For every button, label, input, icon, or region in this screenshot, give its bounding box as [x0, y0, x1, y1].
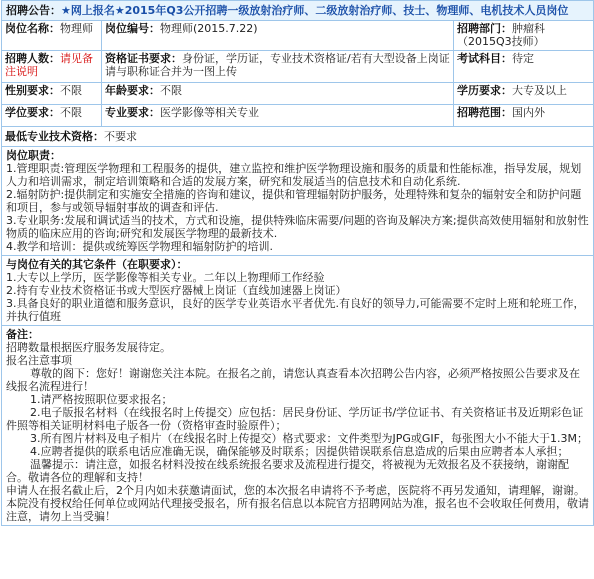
cert-cell: [102, 51, 454, 83]
remarks-intro: 招聘数量根据医疗服务发展待定。: [6, 341, 171, 354]
post-code-value: 物理师(2015.7.22): [160, 22, 258, 35]
row-conditions: [2, 256, 594, 326]
job-posting: [1, 0, 593, 526]
exam-label: 考试科目：: [457, 52, 512, 65]
cert-value: 身份证，学历证，专业技术资格证/若有大型设备上岗证请与职称证合并为一图上传: [105, 52, 450, 78]
post-name-value: 物理师: [60, 22, 93, 35]
exam-cell: [454, 51, 594, 83]
dept-value: 肿瘤科（2015Q3技师）: [457, 22, 545, 48]
post-name-label: 岗位名称：: [5, 22, 60, 35]
post-code-label: 岗位编号：: [105, 22, 160, 35]
gender-label: 性别要求：: [5, 84, 60, 97]
major-label: 专业要求：: [105, 106, 160, 119]
age-label: 年龄要求：: [105, 84, 160, 97]
degree-cell: [2, 105, 102, 127]
min-tech-label: 最低专业技术资格：: [5, 130, 104, 143]
duty-line: 4.教学和培训：提供或统筹医学物理和辐射防护的培训.: [6, 240, 273, 253]
condition-line: 1.大专以上学历，医学影像等相关专业。二年以上物理师工作经验: [6, 271, 325, 284]
degree-label: 学位要求：: [5, 106, 60, 119]
conditions-title: 与岗位有关的其它条件（在职要求）：: [6, 258, 188, 271]
duty-line: 3.专业职务:发展和调试适当的技术，方式和设施，提供特殊临床需要/问题的咨询及解决方案;提供高效使用辐射和放射性物质的临床应用的咨询;研究和发展医学物理的最新技术.: [6, 214, 589, 240]
job-info-table: [1, 0, 594, 526]
age-value: 不限: [160, 84, 182, 97]
remarks-closing-2: 本院没有授权给任何单位或网站代理接受报名，所有报名信息以本院官方招聘网站为准，报名也不会收取任何费用，敬请注意，请勿上当受骗！: [6, 497, 589, 523]
condition-line: 3.具备良好的职业道德和服务意识，良好的医学专业英语水平者优先.有良好的领导力,可能需要不定时上班和轮班工作，并执行值班: [6, 297, 585, 323]
remarks-item: 2.电子版报名材料（在线报名时上传提交）应包括：居民身份证、学历证书/学位证书、有关资格证书及近期彩色证件照等相关证明材料电子版各一份（资格审查时验原件）；: [6, 406, 584, 432]
remarks-item: 3.所有图片材料及电子相片（在线报名时上传提交）格式要求：文件类型为JPG或GIF，每张图大小不能大于1.3M；: [30, 432, 588, 445]
row-duties: [2, 147, 594, 256]
row-min-tech: [2, 127, 594, 147]
remarks-greeting: 尊敬的阁下：您好！谢谢您关注本院。在报名之前，请您认真查看本次招聘公告内容，必须严格按照公告要求及在线报名流程进行！: [6, 367, 580, 393]
count-label: 招聘人数：: [5, 52, 60, 65]
degree-value: 不限: [60, 106, 82, 119]
duty-line: 2.辐射防护:提供制定和实施安全措施的咨询和建议，提供和管理辐射防护服务，处理特殊和复杂的辐射安全和防护问题和项目，参与或领导辐射事故的调查和评估.: [6, 188, 582, 214]
row-gender: [2, 83, 594, 105]
age-cell: [102, 83, 454, 105]
edu-label: 学历要求：: [457, 84, 512, 97]
scope-label: 招聘范围：: [457, 106, 512, 119]
scope-value: 国内外: [512, 106, 545, 119]
major-value: 医学影像等相关专业: [160, 106, 259, 119]
remarks-closing-1: 申请人在报名截止后，2个月内如未获邀请面试，您的本次报名申请将不予考虑，医院将不再另发通知，请理解，谢谢。: [6, 484, 585, 497]
exam-value: 待定: [512, 52, 534, 65]
edu-value: 大专及以上: [512, 84, 567, 97]
min-tech-value: 不要求: [104, 130, 137, 143]
remarks-reminder: 温馨提示：请注意，如报名材料没按在线系统报名要求及流程进行提交，将被视为无效报名及不获接纳，谢谢配合。敬请各位的理解和支持！: [6, 458, 569, 484]
remarks-item: 4.应聘者提供的联系电话应准确无误，确保能够及时联系；因提供错误联系信息造成的后果由应聘者本人承担；: [30, 445, 569, 458]
cert-label: 资格证书要求：: [105, 52, 182, 65]
remarks-item: 1.请严格按照职位要求报名；: [30, 393, 173, 406]
gender-value: 不限: [60, 84, 82, 97]
duties-title: 岗位职责：: [6, 149, 61, 162]
dept-label: 招聘部门：: [457, 22, 512, 35]
row-post: [2, 21, 594, 51]
count-value: 请见备注说明: [5, 52, 93, 78]
remarks-notice-head: 报名注意事项: [6, 354, 72, 367]
row-degree: [2, 105, 594, 127]
row-remarks: [2, 326, 594, 526]
count-cell: [2, 51, 102, 83]
condition-line: 2.持有专业技术资格证书或大型医疗器械上岗证（直线加速器上岗证）: [6, 284, 347, 297]
notice-label: 招聘公告：: [6, 4, 61, 17]
duty-line: 1.管理职责:管理医学物理和工程服务的提供，建立监控和维护医学物理设施和服务的质量和性能标准，指导发展，规划人力和培训需求，制定培训策略和合适的发展方案，研究和发展适当的信息技术和自动化系统.: [6, 162, 582, 188]
row-count: [2, 51, 594, 83]
post-name-cell: [2, 21, 102, 51]
notice-title-link[interactable]: ★网上报名★2015年Q3公开招聘一级放射治疗师、二级放射治疗师、技士、物理师、电机技术人员岗位: [61, 4, 569, 17]
major-cell: [102, 105, 454, 127]
post-code-cell: [102, 21, 454, 51]
remarks-title: 备注：: [6, 328, 39, 341]
scope-cell: [454, 105, 594, 127]
gender-cell: [2, 83, 102, 105]
dept-cell: [454, 21, 594, 51]
edu-cell: [454, 83, 594, 105]
notice-row: [2, 1, 594, 21]
